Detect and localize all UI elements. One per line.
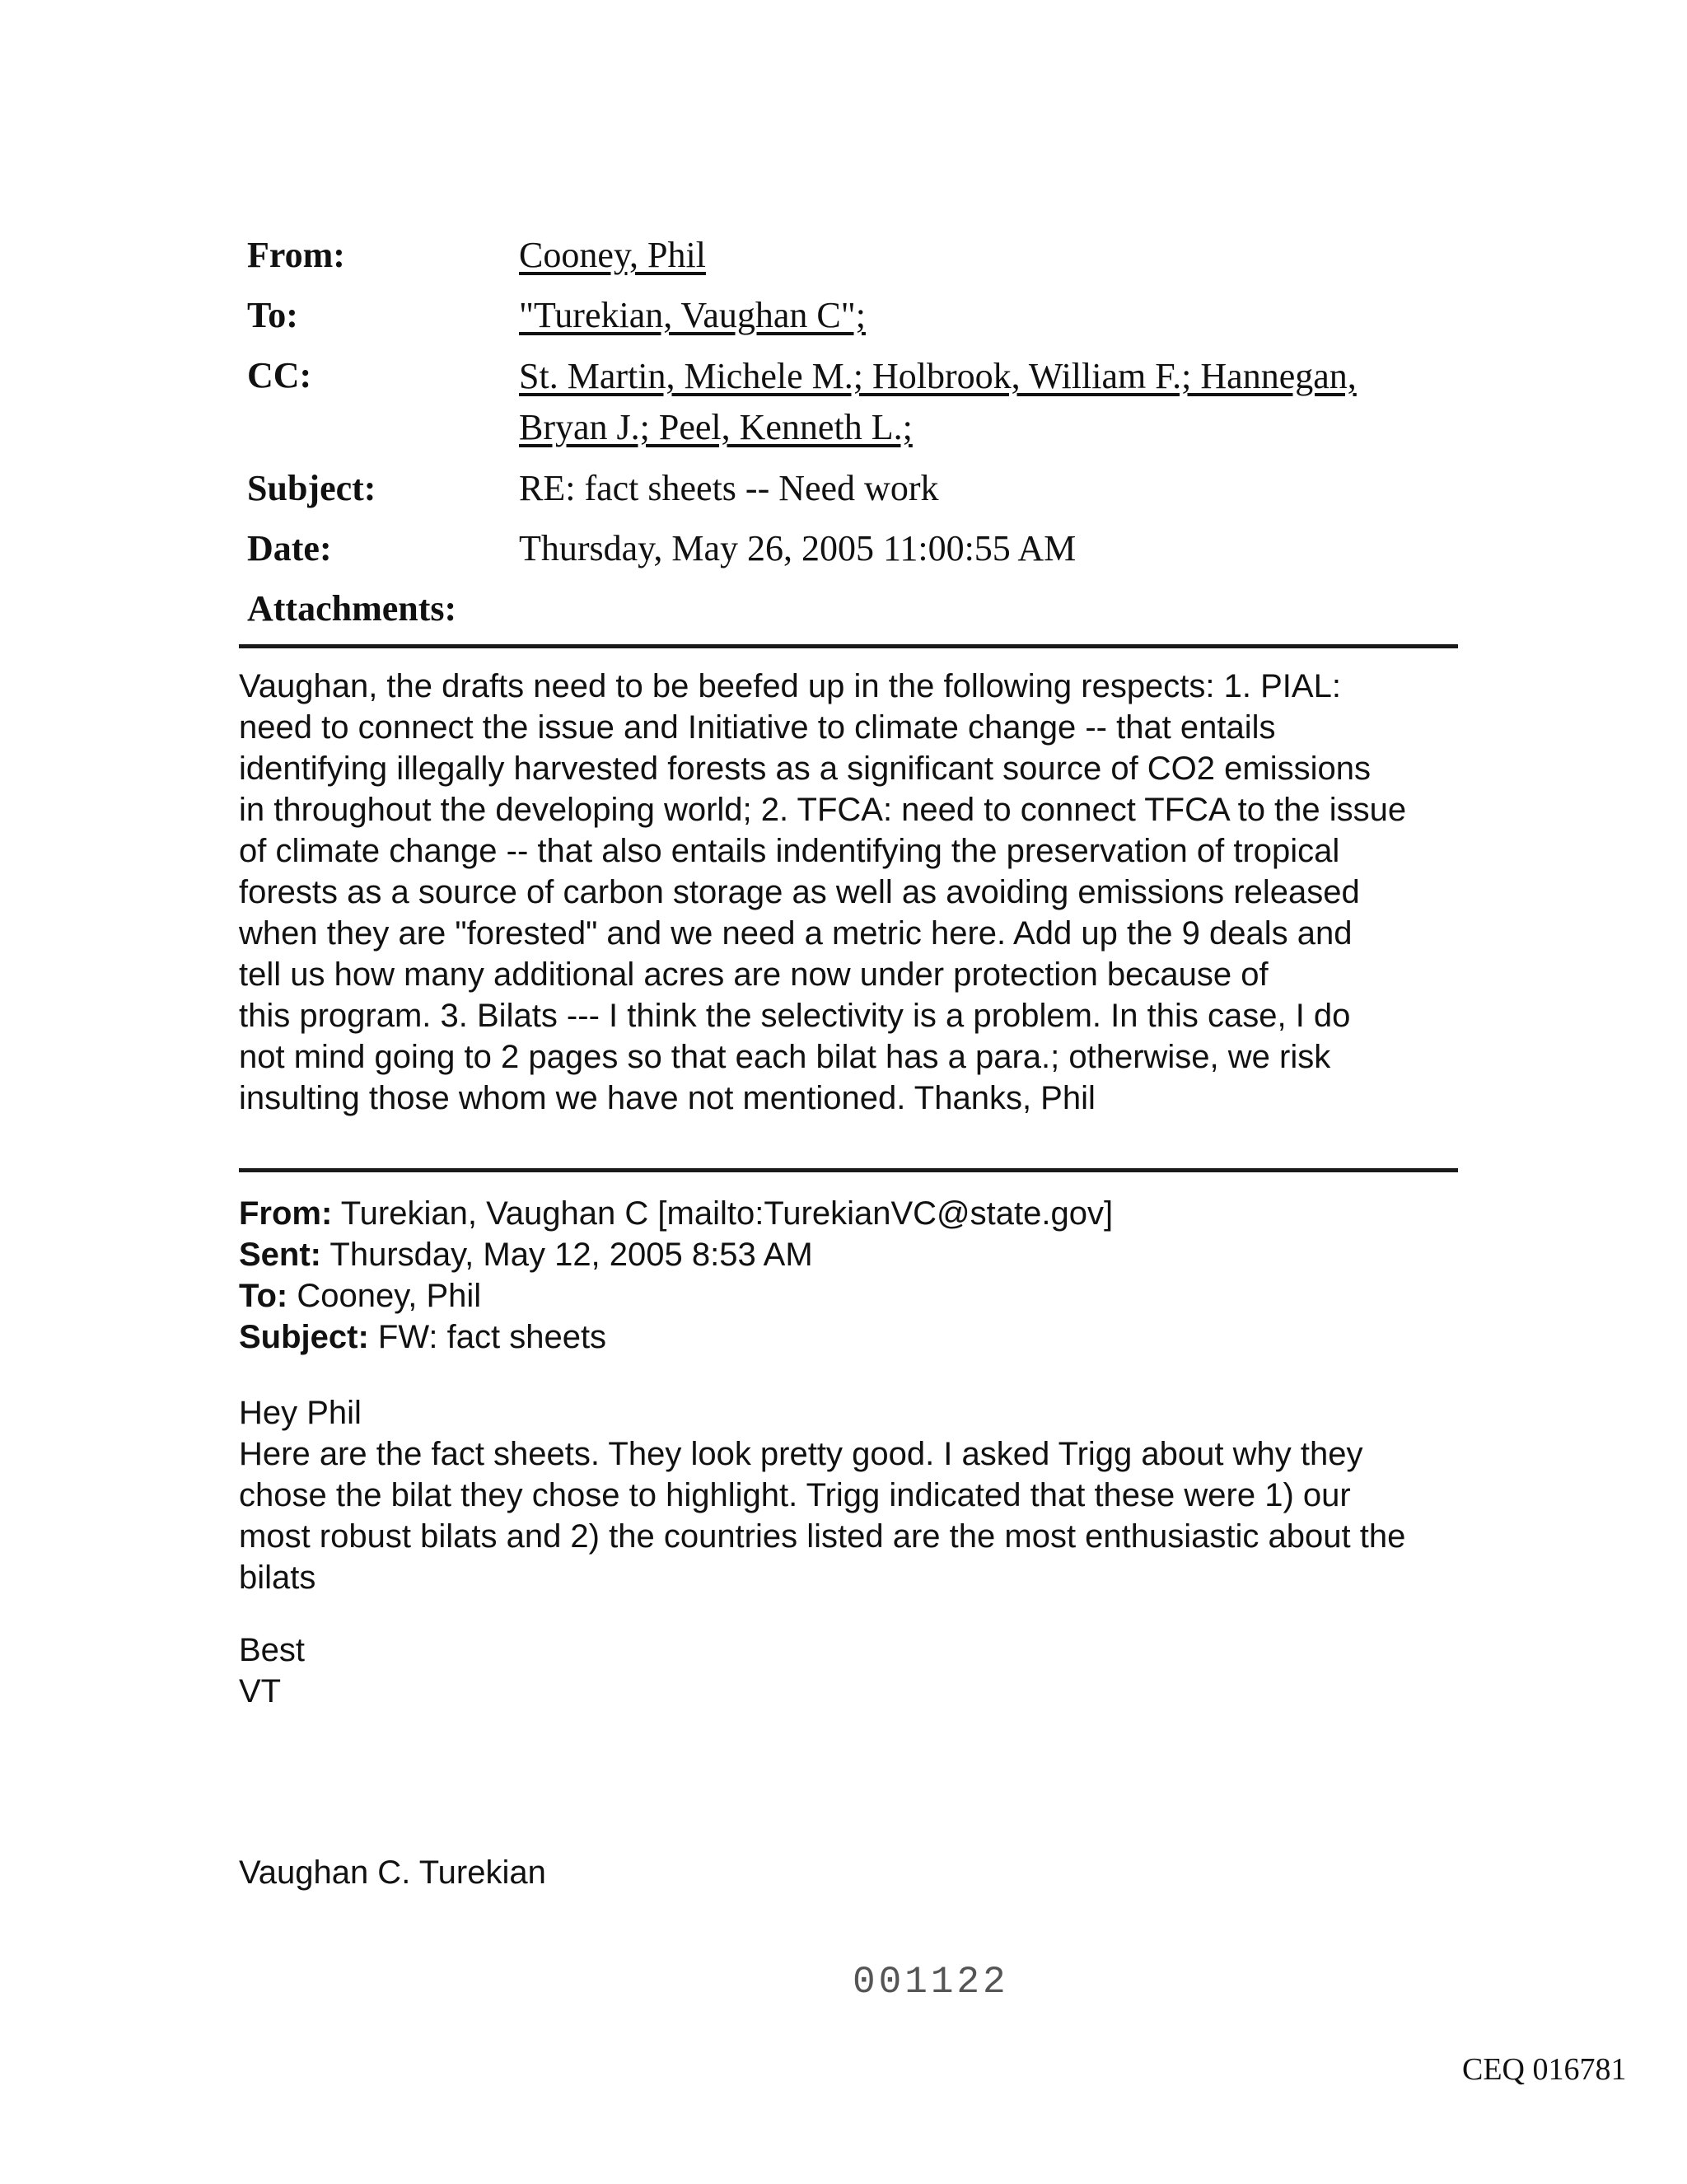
reply-line: Vaughan, the drafts need to be beefed up in the following respects: 1. PIAL: [239,668,1341,704]
reply-line: forests as a source of carbon storage as well as avoiding emissions released [239,874,1360,910]
closing-line: Best [239,1632,306,1668]
reply-line: tell us how many additional acres are now under protection because of [239,956,1269,993]
forwarded-to-row [239,1275,1458,1316]
from-sender-link[interactable]: Cooney, Phil [519,235,706,275]
reply-line: identifying illegally harvested forests as a significant source of CO2 emissions [239,751,1371,787]
reply-line: not mind going to 2 pages so that each bilat has a para.; otherwise, we risk [239,1039,1331,1075]
from-label: From: [247,235,345,275]
forwarded-line: chose the bilat they chose to highlight. Trigg indicated that these were 1) our [239,1477,1351,1513]
forwarded-line: bilats [239,1560,316,1596]
subject-value: RE: fact sheets -- Need work [519,468,939,508]
forwarded-from-row [239,1193,1458,1234]
forwarded-line: most robust bilats and 2) the countries listed are the most enthusiastic about the [239,1518,1406,1555]
subject-label: Subject: [247,468,376,508]
closing-initials: VT [239,1673,282,1709]
forwarded-from-value: Turekian, Vaughan C [mailto:TurekianVC@state.gov] [340,1195,1114,1232]
reply-line: in throughout the developing world; 2. TFCA: need to connect TFCA to the issue [239,792,1407,828]
forwarded-sent-value: Thursday, May 12, 2005 8:53 AM [329,1237,813,1273]
date-label: Date: [247,528,332,568]
forwarded-header [239,1193,1458,1358]
forwarded-subject-label: Subject: [239,1319,369,1355]
reply-line: need to connect the issue and Initiative to climate change -- that entails [239,709,1276,746]
date-value: Thursday, May 26, 2005 11:00:55 AM [519,528,1077,568]
header-attachments-row [247,584,1483,634]
forwarded-subject-value: FW: fact sheets [377,1319,607,1355]
reply-line: of climate change -- that also entails indentifying the preservation of tropical [239,833,1340,869]
cc-recipients-line-2[interactable]: Bryan J.; Peel, Kenneth L.; [519,407,913,447]
signature-name: Vaughan C. Turekian [239,1854,546,1891]
forwarded-sent-label: Sent: [239,1237,321,1273]
reply-line: when they are "forested" and we need a metric here. Add up the 9 deals and [239,915,1353,952]
bates-number: CEQ 016781 [1462,2052,1627,2087]
cc-label: CC: [247,355,312,395]
page-stamp-number: 001122 [853,1961,1009,2004]
forwarded-from-label: From: [239,1195,333,1232]
forwarded-to-label: To: [239,1278,288,1314]
header-to-row [247,291,1483,340]
forward-divider [239,1168,1458,1172]
cc-recipients [519,351,1483,453]
forwarded-line: Here are the fact sheets. They look pretty good. I asked Trigg about why they [239,1436,1363,1472]
to-recipient-link[interactable]: "Turekian, Vaughan C"; [519,295,866,335]
reply-body [239,666,1458,1119]
email-header [247,231,1483,644]
header-cc-row [247,351,1483,453]
closing [239,1630,305,1712]
cc-recipients-line-1[interactable]: St. Martin, Michele M.; Holbrook, William F.; Hannegan, [519,356,1357,396]
forwarded-subject-row [239,1316,1458,1358]
header-date-row [247,524,1483,573]
forwarded-to-value: Cooney, Phil [297,1278,482,1314]
attachments-label: Attachments: [247,588,457,629]
reply-line: this program. 3. Bilats --- I think the selectivity is a problem. In this case, I do [239,998,1351,1034]
header-subject-row [247,464,1483,513]
forwarded-body [239,1392,1458,1598]
forwarded-sent-row [239,1234,1458,1275]
forwarded-line: Hey Phil [239,1395,362,1431]
header-from-row [247,231,1483,280]
to-label: To: [247,295,298,335]
header-divider [239,644,1458,648]
reply-line: insulting those whom we have not mentioned. Thanks, Phil [239,1080,1096,1116]
